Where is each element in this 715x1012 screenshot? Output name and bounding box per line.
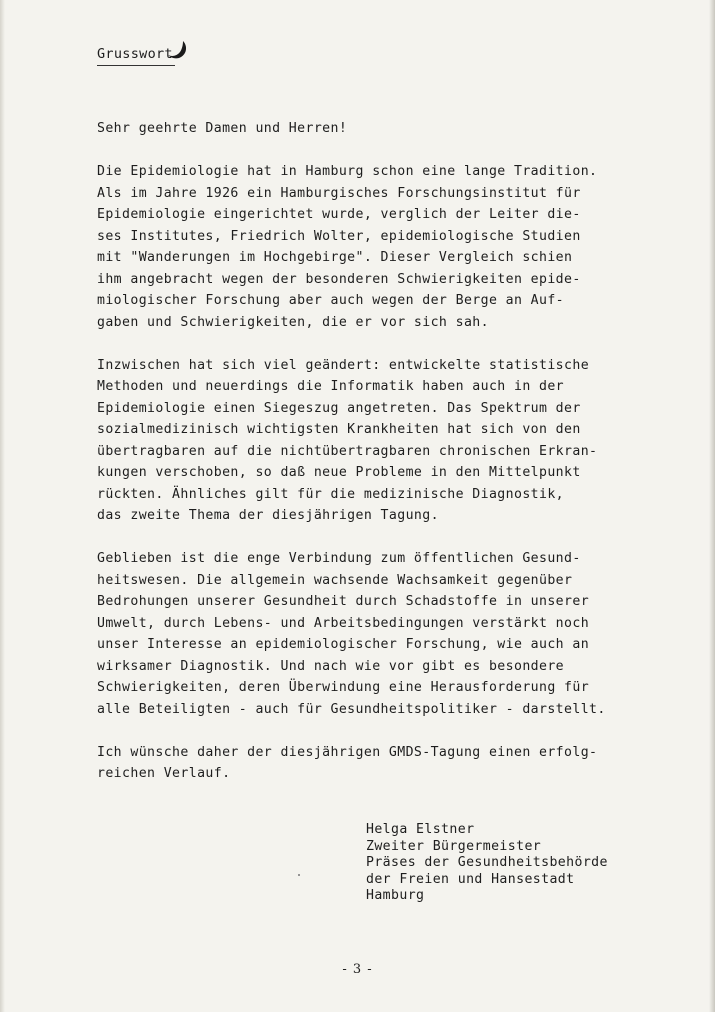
salutation: Sehr geehrte Damen und Herren!	[97, 121, 348, 136]
header-underline	[97, 65, 175, 66]
page-header	[97, 40, 189, 62]
signature-org: der Freien und Hansestadt	[366, 871, 575, 887]
signature-name: Helga Elstner	[366, 822, 475, 837]
paragraph-4: Ich wünsche daher der diesjährigen GMDS-Tagung einen erfolg- reichen Verlauf.	[97, 744, 598, 781]
header-title: Grusswort	[97, 46, 173, 62]
scan-speck	[298, 874, 300, 876]
swoosh-logo-icon	[167, 40, 189, 60]
page-edge-shadow	[709, 0, 715, 1012]
signature-block	[366, 822, 608, 905]
paragraph-3: Geblieben ist die enge Verbindung zum öffentlichen Gesund- heitswesen. Die allgemein wachsende Wachsamkeit gegenüber Bedrohungen unserer Gesundheit durch Schadstoffe in unserer Umwelt, durch Lebens- und Arbeitsbedingungen verstärkt noch unser Interesse an epidemiologischer Forschung, wie auch an wirksamer Diagnostik. Und nach wie vor gibt es besondere Schwierigkeiten, deren Überwindung eine Herausforderung für alle Beteiligten - auch für Gesundheitspolitiker - darstellt.	[97, 551, 606, 717]
letter-body	[97, 118, 627, 806]
paragraph-2: Inzwischen hat sich viel geändert: entwickelte statistische Methoden und neuerdings die Informatik haben auch in der Epidemiologie einen Siegeszug angetreten. Das Spektrum der sozialmedizinisch wichtigsten Krankheiten hat sich von den übertragbaren auf die nichtübertragbaren chronischen Erkran- kungen verschoben, so daß neue Probleme in den Mittelpunkt rückten. Ähnliches gilt für die medizinische Diagnostik, das zweite Thema der diesjährigen Tagung.	[97, 357, 598, 523]
page-number: - 3 -	[342, 962, 373, 977]
signature-title: Zweiter Bürgermeister	[366, 838, 542, 854]
signature-role: Präses der Gesundheitsbehörde	[366, 855, 608, 870]
signature-city: Hamburg	[366, 888, 425, 903]
page-edge-shadow	[0, 0, 5, 1012]
paragraph-1: Die Epidemiologie hat in Hamburg schon eine lange Tradition. Als im Jahre 1926 ein Hamburgisches Forschungsinstitut für Epidemiologie eingerichtet wurde, verglich der Leiter die- ses Institutes, Friedrich Wolter, epidemiologische Studien mit "Wanderungen im Hochgebirge". Dieser Vergleich schien ihm angebracht wegen der besonderen Schwierigkeiten epide- miologischer Forschung aber auch wegen der Berge an Auf- gaben und Schwierigkeiten, die er vor sich sah.	[97, 164, 598, 330]
